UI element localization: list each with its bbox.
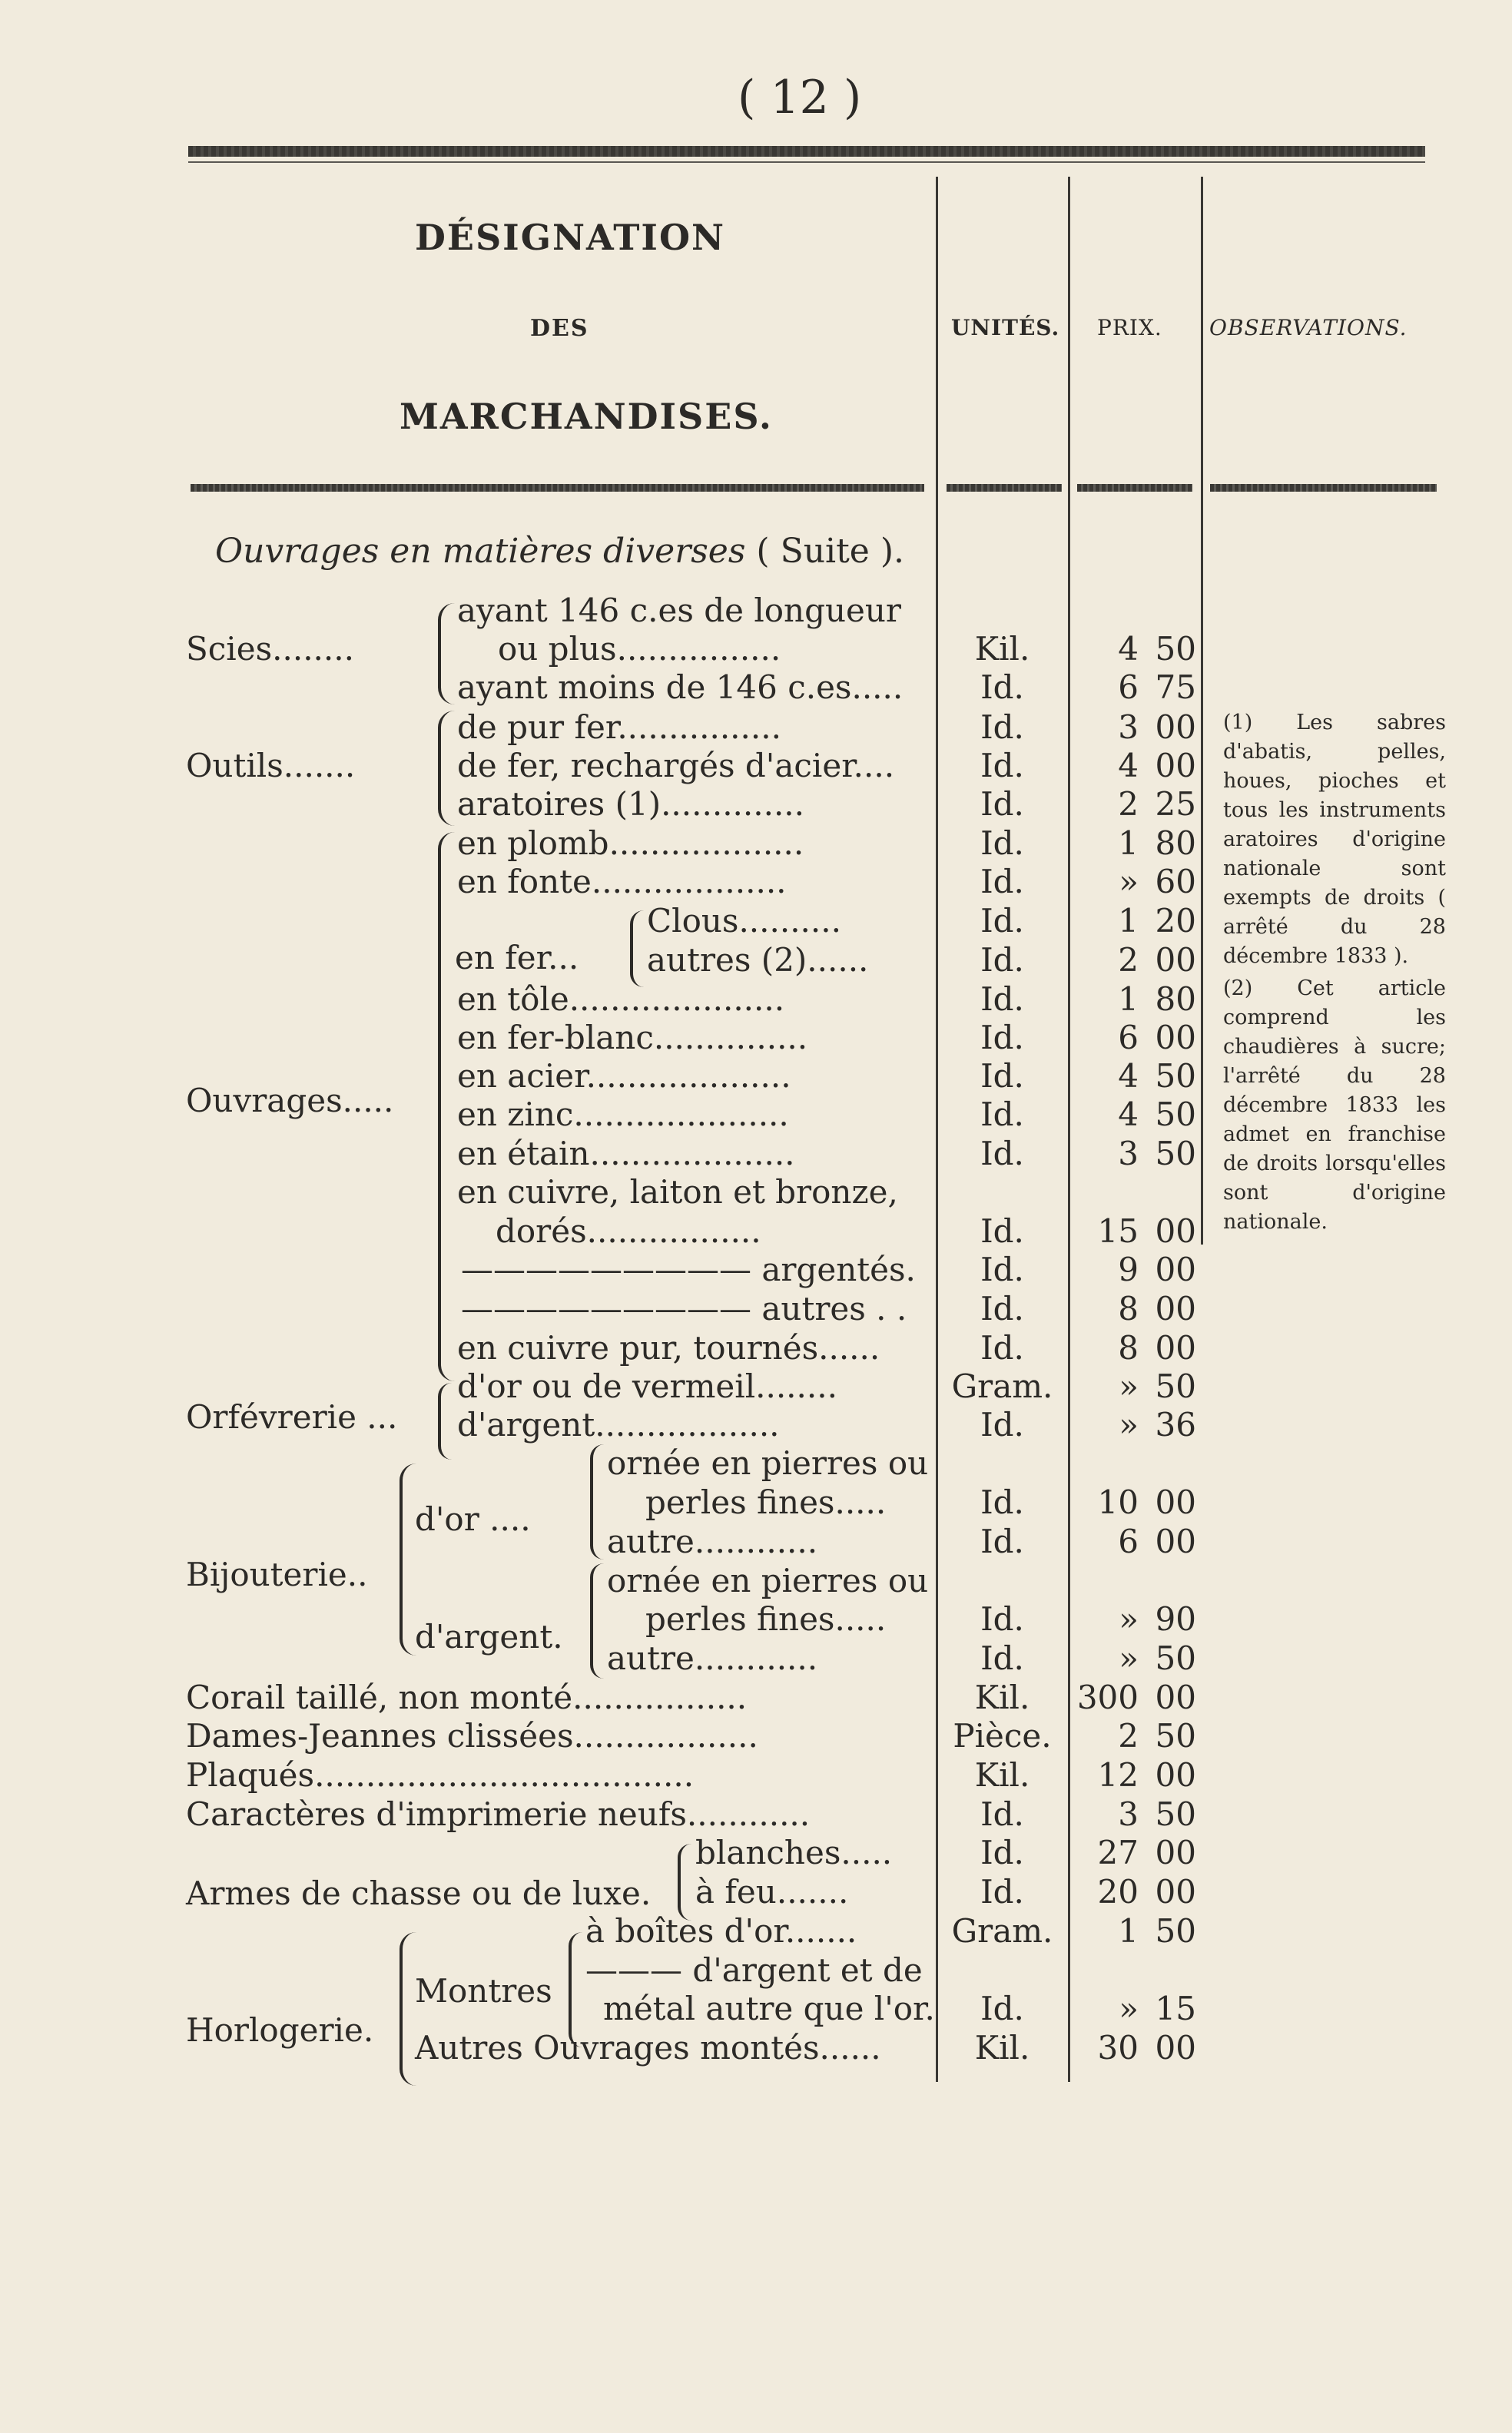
- row-price-francs: 3: [1118, 1135, 1139, 1172]
- row-label: à feu.......: [695, 1873, 849, 1911]
- section-title-italic: Ouvrages en matières diverses: [215, 532, 746, 571]
- row-label: en cuivre, laiton et bronze,: [457, 1173, 898, 1211]
- row-unit: Id.: [980, 668, 1024, 706]
- row-unit: Id.: [980, 1483, 1024, 1521]
- row-price-francs: 2: [1118, 941, 1139, 979]
- row-label: autre............: [607, 1639, 818, 1677]
- brace-scies: [438, 603, 455, 704]
- top-rule-thin: [188, 161, 1425, 163]
- row-price-cents: 00: [1155, 1212, 1196, 1250]
- group-horlogerie: Horlogerie.: [186, 2011, 374, 2049]
- row-unit: Id.: [980, 863, 1024, 900]
- header-separator-observations: [1210, 484, 1437, 492]
- row-unit: Pièce.: [953, 1717, 1052, 1755]
- row-price-cents: 00: [1155, 1834, 1196, 1871]
- row-price-cents: 50: [1155, 1639, 1196, 1677]
- row-label: ornée en pierres ou: [607, 1444, 929, 1482]
- row-unit: Id.: [980, 1251, 1024, 1288]
- row-label: Dames-Jeannes clissées..................: [186, 1717, 758, 1755]
- row-unit: Kil.: [974, 1679, 1030, 1716]
- row-price-cents: 50: [1155, 1096, 1196, 1133]
- header-separator-units: [947, 484, 1062, 492]
- row-label: autres (2)......: [647, 941, 869, 979]
- row-label: en fer-blanc...............: [457, 1019, 808, 1056]
- row-label: blanches.....: [695, 1834, 893, 1871]
- column-divider-units: [936, 177, 938, 2082]
- row-price-cents: 50: [1155, 1057, 1196, 1095]
- row-price-francs: 1: [1118, 1912, 1139, 1950]
- row-price-francs: 27: [1097, 1834, 1139, 1871]
- header-price: PRIX.: [1097, 315, 1162, 340]
- top-rule: [188, 146, 1425, 157]
- row-price-francs: »: [1119, 1367, 1139, 1405]
- row-price-cents: 00: [1155, 2029, 1196, 2067]
- header-observations: OBSERVATIONS.: [1209, 315, 1408, 340]
- row-unit: Id.: [980, 824, 1024, 862]
- row-price-cents: 00: [1155, 1251, 1196, 1288]
- row-label: autre............: [607, 1523, 818, 1560]
- row-price-francs: 3: [1118, 1795, 1139, 1833]
- row-price-francs: 2: [1118, 785, 1139, 823]
- row-price-cents: 36: [1155, 1406, 1196, 1444]
- row-price-francs: »: [1119, 863, 1139, 900]
- header-separator-price: [1077, 484, 1192, 492]
- row-price-francs: 12: [1097, 1756, 1139, 1794]
- row-price-cents: 00: [1155, 747, 1196, 784]
- row-price-francs: 6: [1118, 1019, 1139, 1056]
- row-price-francs: 6: [1118, 1523, 1139, 1560]
- header-designation: DÉSIGNATION: [415, 217, 726, 258]
- group-ouvrages: Ouvrages.....: [186, 1082, 394, 1119]
- row-unit: Id.: [980, 980, 1024, 1018]
- row-unit: Id.: [980, 1990, 1024, 2027]
- row-label: Corail taillé, non monté.................: [186, 1679, 748, 1716]
- row-unit: Id.: [980, 708, 1024, 746]
- brace-bijouterie-or: [590, 1444, 604, 1560]
- header-des: DES: [530, 315, 589, 342]
- brace-en-fer: [630, 910, 644, 987]
- row-price-cents: 00: [1155, 1756, 1196, 1794]
- group-bijouterie-or: d'or ....: [415, 1500, 531, 1538]
- row-label: perles fines.....: [645, 1483, 887, 1521]
- row-label: en cuivre pur, tournés......: [457, 1329, 880, 1367]
- row-unit: Id.: [980, 1639, 1024, 1677]
- header-separator-designation: [191, 484, 924, 492]
- group-orfevrerie: Orfévrerie ...: [186, 1398, 398, 1436]
- row-label: Autres Ouvrages montés......: [415, 2029, 881, 2067]
- footnote-2: (2) Cet article comprend les chaudières à sucre; l'arrêté du 28 décembre 1833 les admet en franchise de droits lorsqu'elles sont d'origine nationale.: [1223, 976, 1446, 1234]
- row-label: ou plus................: [498, 630, 781, 668]
- row-unit: Id.: [980, 941, 1024, 979]
- group-bijouterie: Bijouterie..: [186, 1556, 368, 1593]
- row-unit: Id.: [980, 1795, 1024, 1833]
- header-units: UNITÉS.: [951, 315, 1060, 340]
- header-marchandises: MARCHANDISES.: [400, 396, 773, 437]
- section-title: [215, 532, 904, 571]
- row-unit: Id.: [980, 1019, 1024, 1056]
- brace-armes: [678, 1844, 691, 1921]
- row-label: dorés.................: [496, 1212, 761, 1250]
- row-price-cents: 50: [1155, 1717, 1196, 1755]
- row-label: perles fines.....: [645, 1600, 887, 1638]
- row-price-francs: »: [1119, 1406, 1139, 1444]
- row-price-francs: 2: [1118, 1717, 1139, 1755]
- row-label: Caractères d'imprimerie neufs............: [186, 1795, 811, 1833]
- row-price-francs: 30: [1097, 2029, 1139, 2067]
- row-label: de fer, rechargés d'acier....: [457, 747, 895, 784]
- row-price-francs: 4: [1118, 1096, 1139, 1133]
- row-price-cents: 80: [1155, 980, 1196, 1018]
- row-label: ————————— argentés.: [461, 1251, 916, 1288]
- row-label: en tôle.....................: [457, 980, 785, 1018]
- brace-ouvrages: [438, 832, 455, 1381]
- row-label: de pur fer................: [457, 708, 781, 746]
- row-label: métal autre que l'or.: [603, 1990, 935, 2027]
- row-price-francs: 8: [1118, 1329, 1139, 1367]
- row-label: ——— d'argent et de: [585, 1951, 923, 1989]
- row-label: ayant moins de 146 c.es.....: [457, 668, 904, 706]
- row-unit: Kil.: [974, 2029, 1030, 2067]
- row-unit: Kil.: [974, 1756, 1030, 1794]
- row-price-francs: 4: [1118, 630, 1139, 668]
- row-price-cents: 25: [1155, 785, 1196, 823]
- row-price-francs: 1: [1118, 980, 1139, 1018]
- brace-bijouterie: [400, 1463, 416, 1656]
- row-unit: Kil.: [974, 630, 1030, 668]
- row-price-cents: 00: [1155, 1873, 1196, 1911]
- row-label: Clous..........: [647, 902, 841, 940]
- row-unit: Id.: [980, 1406, 1024, 1444]
- row-label: en zinc.....................: [457, 1096, 789, 1133]
- row-label: Plaqués.....................................: [186, 1756, 695, 1794]
- row-unit: Id.: [980, 1523, 1024, 1560]
- row-price-francs: 4: [1118, 1057, 1139, 1095]
- row-price-francs: 9: [1118, 1251, 1139, 1288]
- row-label: ornée en pierres ou: [607, 1562, 929, 1599]
- row-label: en étain....................: [457, 1135, 795, 1172]
- group-outils: Outils.......: [186, 747, 356, 784]
- row-price-francs: 10: [1097, 1483, 1139, 1521]
- row-price-francs: 1: [1118, 824, 1139, 862]
- row-unit: Id.: [980, 1290, 1024, 1328]
- row-label: en fonte...................: [457, 863, 787, 900]
- row-price-francs: 15: [1097, 1212, 1139, 1250]
- page-number: ( 12 ): [738, 71, 862, 124]
- row-price-francs: »: [1119, 1639, 1139, 1677]
- row-label: en acier....................: [457, 1057, 791, 1095]
- row-unit: Id.: [980, 902, 1024, 940]
- row-unit: Id.: [980, 1096, 1024, 1133]
- row-price-cents: 20: [1155, 902, 1196, 940]
- row-unit: Id.: [980, 1135, 1024, 1172]
- row-unit: Id.: [980, 1600, 1024, 1638]
- brace-orfevrerie: [438, 1383, 452, 1460]
- row-price-francs: 8: [1118, 1290, 1139, 1328]
- row-label: à boîtes d'or.......: [585, 1912, 857, 1950]
- brace-horlogerie: [400, 1932, 416, 2086]
- row-price-cents: 00: [1155, 1679, 1196, 1716]
- row-price-cents: 50: [1155, 1367, 1196, 1405]
- row-price-cents: 50: [1155, 630, 1196, 668]
- group-scies: Scies........: [186, 630, 354, 668]
- row-unit: Id.: [980, 785, 1024, 823]
- row-price-francs: 4: [1118, 747, 1139, 784]
- row-price-cents: 00: [1155, 708, 1196, 746]
- row-price-cents: 75: [1155, 668, 1196, 706]
- row-price-francs: 300: [1076, 1679, 1139, 1716]
- group-armes: Armes de chasse ou de luxe.: [186, 1874, 652, 1912]
- row-price-cents: 80: [1155, 824, 1196, 862]
- row-price-cents: 50: [1155, 1135, 1196, 1172]
- row-unit: Id.: [980, 1834, 1024, 1871]
- row-unit: Id.: [980, 747, 1024, 784]
- row-price-cents: 00: [1155, 1523, 1196, 1560]
- row-price-cents: 90: [1155, 1600, 1196, 1638]
- row-price-cents: 00: [1155, 1329, 1196, 1367]
- row-price-cents: 50: [1155, 1912, 1196, 1950]
- row-price-cents: 00: [1155, 1019, 1196, 1056]
- row-unit: Gram.: [951, 1367, 1053, 1405]
- row-label: d'or ou de vermeil........: [457, 1367, 837, 1405]
- row-price-cents: 15: [1155, 1990, 1196, 2027]
- row-label: ————————— autres . .: [461, 1290, 907, 1328]
- row-price-francs: »: [1119, 1990, 1139, 2027]
- group-en-fer: en fer...: [455, 939, 579, 976]
- row-price-cents: 00: [1155, 1483, 1196, 1521]
- row-price-cents: 00: [1155, 941, 1196, 979]
- column-divider-observations: [1201, 177, 1203, 1245]
- row-price-cents: 50: [1155, 1795, 1196, 1833]
- row-price-francs: 6: [1118, 668, 1139, 706]
- brace-bijouterie-argent: [590, 1563, 604, 1679]
- row-price-francs: 20: [1097, 1873, 1139, 1911]
- row-unit: Id.: [980, 1057, 1024, 1095]
- section-title-suffix: ( Suite ).: [756, 532, 904, 571]
- footnote-1: (1) Les sabres d'abatis, pelles, houes, pioches et tous les instruments aratoires d'origine nationale sont exempts de droits ( arrêté du 28 décembre 1833 ).: [1223, 711, 1446, 968]
- row-label: en plomb...................: [457, 824, 804, 862]
- row-price-cents: 00: [1155, 1290, 1196, 1328]
- row-label: d'argent..................: [457, 1406, 780, 1444]
- row-unit: Gram.: [951, 1912, 1053, 1950]
- group-bijouterie-argent: d'argent.: [415, 1618, 563, 1656]
- brace-outils: [438, 711, 455, 826]
- row-unit: Id.: [980, 1329, 1024, 1367]
- row-price-cents: 60: [1155, 863, 1196, 900]
- row-label: ayant 146 c.es de longueur: [457, 592, 902, 629]
- row-label: aratoires (1)..............: [457, 785, 804, 823]
- row-price-francs: 3: [1118, 708, 1139, 746]
- row-unit: Id.: [980, 1873, 1024, 1911]
- row-price-francs: 1: [1118, 902, 1139, 940]
- row-price-francs: »: [1119, 1600, 1139, 1638]
- group-montres: Montres: [415, 1972, 552, 2010]
- row-unit: Id.: [980, 1212, 1024, 1250]
